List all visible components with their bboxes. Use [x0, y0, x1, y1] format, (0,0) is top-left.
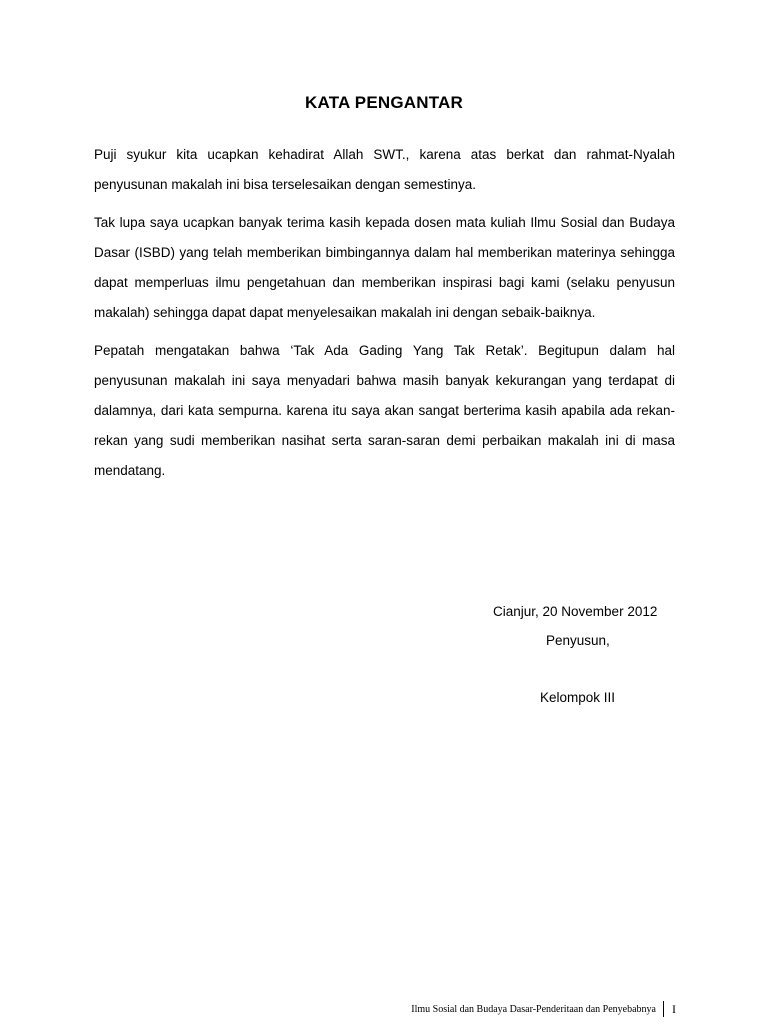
page-number: I: [672, 1001, 676, 1016]
paragraph-1: Puji syukur kita ucapkan kehadirat Allah SWT., karena atas berkat dan rahmat-Nyalah penyusunan makalah ini bisa terselesaikan dengan semestinya.: [94, 147, 675, 192]
signature-place-date: Cianjur, 20 November 2012: [493, 604, 658, 619]
paragraph-2: Tak lupa saya ucapkan banyak terima kasih kepada dosen mata kuliah Ilmu Sosial dan Budaya Dasar (ISBD) yang telah memberikan bimbingannya dalam hal memberikan materinya sehingga dapat memperluas ilmu pengetahuan dan memberikan inspirasi bagi kami (selaku penyusun makalah) sehingga dapat dapat menyelesaikan makalah ini dengan sebaik-baiknya.: [94, 215, 675, 320]
footer-running-title: Ilmu Sosial dan Budaya Dasar-Penderitaan dan Penyebabnya: [411, 1003, 656, 1015]
paragraph-3: Pepatah mengatakan bahwa ‘Tak Ada Gading Yang Tak Retak’. Begitupun dalam hal penyusunan makalah ini saya menyadari bahwa masih banyak kekurangan yang terdapat di dalamnya, dari kata sempurna. karena itu saya akan sangat berterima kasih apabila ada rekan-rekan yang sudi memberikan nasihat serta saran-saran demi perbaikan makalah ini di masa mendatang.: [94, 343, 675, 478]
page-footer: [411, 1001, 676, 1017]
page-title: KATA PENGANTAR: [305, 93, 463, 112]
signature-group: Kelompok III: [540, 690, 616, 705]
signature-role: Penyusun,: [546, 633, 610, 648]
footer-divider: [663, 1001, 664, 1017]
body-text: [94, 140, 675, 494]
